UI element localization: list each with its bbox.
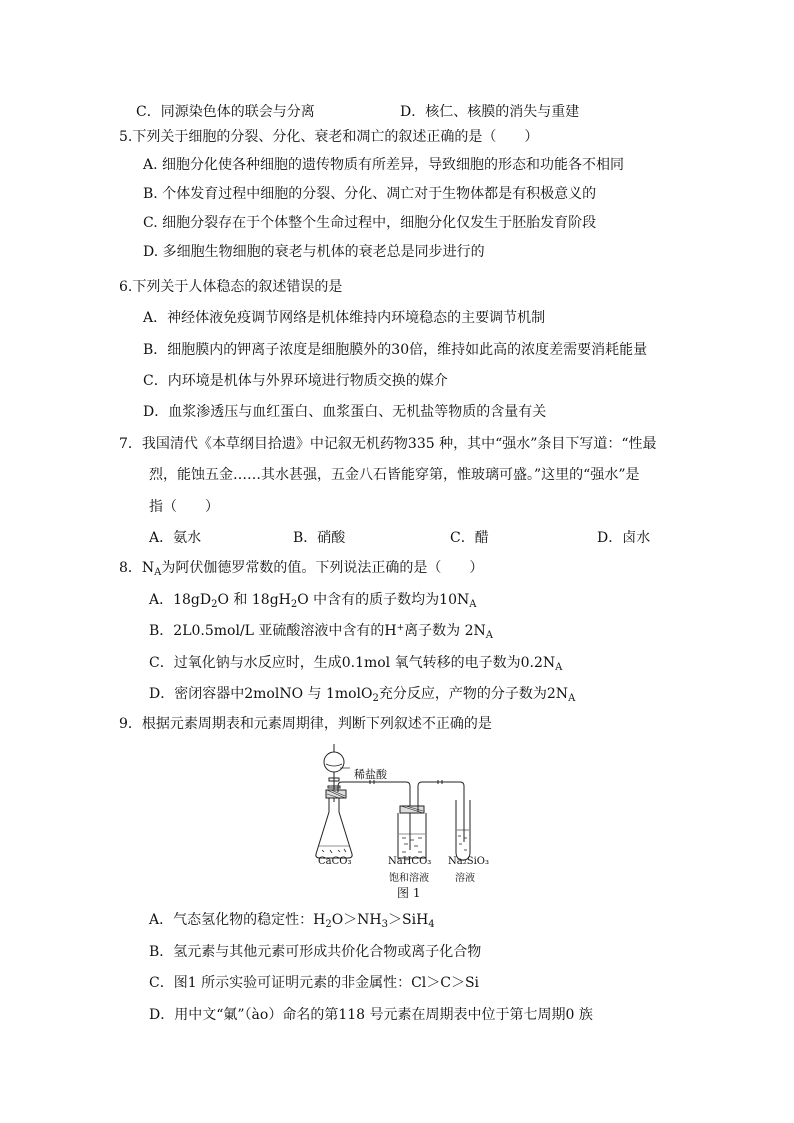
q9-option-d: D．用中文“氭”（ào）命名的第118 号元素在周期表中位于第七周期0 族 (149, 1007, 593, 1023)
q7-stem-line1: 7．我国清代《本草纲目拾遗》中记叙无机药物335 种，其中“强水”条目下写道：“性最 (119, 436, 657, 452)
q5-stem: 5.下列关于细胞的分裂、分化、衰老和凋亡的叙述正确的是（ ） (119, 129, 539, 145)
q8-option-a: A．$18gD_2O$ 和 $18gH_2O$ 中含有的质子数均为$10N_A$ (149, 592, 477, 610)
option-c: C．同源染色体的联会与分离 (136, 104, 315, 120)
q5-option-a: A. 细胞分化使各种细胞的遗传物质有所差异，导致细胞的形态和功能各不相同 (143, 157, 625, 173)
q8-stem: 8．$N_A$为阿伏伽德罗常数的值。下列说法正确的是（ ） (119, 560, 484, 578)
label-saturated-solution: 饱和溶液 (389, 873, 429, 884)
figure-caption: 图 1 (397, 886, 421, 900)
q6-option-b: B．细胞膜内的钾离子浓度是细胞膜外的30倍，维持如此高的浓度差需要消耗能量 (143, 342, 648, 358)
q8-option-b: B．2L0.5mol/L 亚硫酸溶液中含有的H+离子数为 $2N_A$ (149, 623, 494, 641)
q9-stem: 9．根据元素周期表和元素周期律，判断下列叙述不正确的是 (119, 716, 492, 732)
label-caco3: CaCO₃ (318, 856, 352, 867)
q6-option-c: C．内环境是机体与外界环境进行物质交换的媒介 (143, 373, 448, 389)
label-solution: 溶液 (455, 873, 475, 884)
q7-stem-line2: 烈，能蚀五金……其水甚强，五金八石皆能穿第，惟玻璃可盛。”这里的“强水”是 (149, 467, 640, 483)
q6-stem: 6.下列关于人体稳态的叙述错误的是 (119, 279, 343, 295)
q9-option-a: A．气态氢化物的稳定性：$H_2O>NH_3>SiH_4$ (149, 912, 435, 930)
q5-option-c: C. 细胞分裂存在于个体整个生命过程中，细胞分化仅发生于胚胎发育阶段 (143, 215, 597, 231)
q6-option-d: D．血浆渗透压与血红蛋白、血浆蛋白、无机盐等物质的含量有关 (143, 404, 547, 420)
q9-option-c: C．图1 所示实验可证明元素的非金属性：Cl＞C＞Si (149, 975, 480, 991)
q5-option-d: D. 多细胞生物细胞的衰老与机体的衰老总是同步进行的 (143, 244, 485, 260)
q5-option-b: B. 个体发育过程中细胞的分裂、分化、凋亡对于生物体都是有积极意义的 (143, 186, 597, 202)
q7-option-b: B．硝酸 (293, 530, 346, 546)
q7-option-a: A．氨水 (149, 530, 202, 546)
q8-option-c: C．过氧化钠与水反应时，生成0.1mol 氧气转移的电子数为$0.2N_A$ (149, 655, 563, 673)
q7-option-c: C．醋 (450, 530, 489, 546)
q7-stem-line3: 指（ ） (149, 499, 219, 515)
q6-option-a: A．神经体液免疫调节网络是机体维持内环境稳态的主要调节机制 (143, 310, 546, 326)
option-d: D．核仁、核膜的消失与重建 (400, 104, 580, 120)
q9-option-b: B．氢元素与其他元素可形成共价化合物或离子化合物 (149, 944, 482, 960)
label-dilute-hcl: 稀盐酸 (354, 768, 387, 781)
q8-option-d: D．密闭容器中2molNO 与 1molO$_2$充分反应，产物的分子数为$2N_A$ (149, 686, 576, 704)
label-nahco3: NaHCO₃ (388, 856, 432, 867)
q7-option-d: D．卤水 (597, 530, 651, 546)
figure-apparatus (310, 742, 500, 890)
label-na2sio3: Na₂SiO₃ (448, 856, 489, 867)
